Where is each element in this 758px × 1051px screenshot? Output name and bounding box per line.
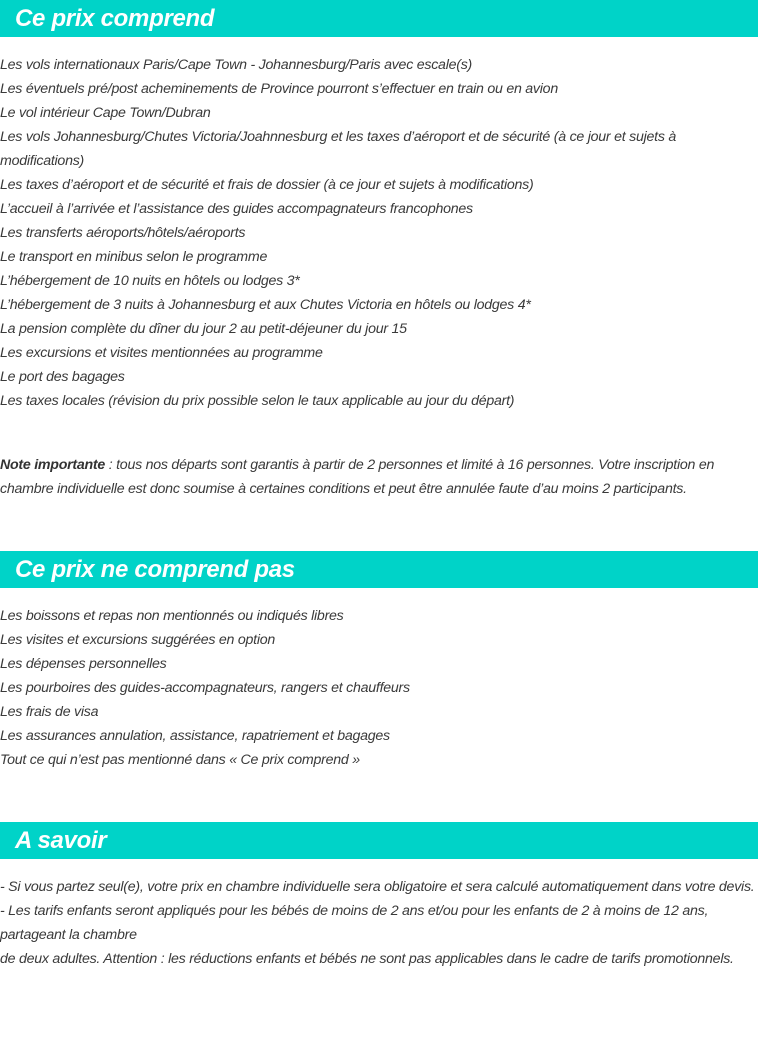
info-title: A savoir: [15, 827, 107, 854]
important-note: [0, 453, 755, 501]
list-item: Les taxes locales (révision du prix possible selon le taux applicable au jour du départ): [0, 393, 515, 409]
includes-section-header: [0, 0, 758, 37]
list-item: Les éventuels pré/post acheminements de Province pourront s’effectuer en train ou en avion: [0, 81, 558, 97]
note-text: : tous nos départs sont garantis à partir de 2 personnes et limité à 16 personnes. Votre inscription en chambre individuelle est donc soumise à certaines conditions et peut être annulée faute d’au moins 2 participants.: [0, 457, 715, 497]
list-item: de deux adultes. Attention : les réductions enfants et bébés ne sont pas applicables dans le cadre de tarifs promotionnels.: [0, 951, 734, 967]
list-item: L’accueil à l’arrivée et l’assistance des guides accompagnateurs francophones: [0, 201, 473, 217]
note-label: Note importante: [0, 457, 106, 473]
excludes-section-header: [0, 551, 758, 588]
list-item: Les boissons et repas non mentionnés ou indiqués libres: [0, 608, 344, 624]
list-item: Les vols internationaux Paris/Cape Town - Johannesburg/Paris avec escale(s): [0, 57, 473, 73]
list-item: Les excursions et visites mentionnées au programme: [0, 345, 323, 361]
list-item: Tout ce qui n’est pas mentionné dans « Ce prix comprend »: [0, 752, 360, 768]
list-item: Les vols Johannesburg/Chutes Victoria/Joahnnesburg et les taxes d’aéroport et de sécurité (à ce jour et sujets à modifications): [0, 129, 677, 169]
list-item: Le transport en minibus selon le programme: [0, 249, 268, 265]
list-item: Les visites et excursions suggérées en option: [0, 632, 276, 648]
list-item: Les pourboires des guides-accompagnateurs, rangers et chauffeurs: [0, 680, 410, 696]
excludes-list: [0, 604, 758, 772]
list-item: Les dépenses personnelles: [0, 656, 167, 672]
list-item: Le vol intérieur Cape Town/Dubran: [0, 105, 211, 121]
list-item: Les taxes d’aéroport et de sécurité et frais de dossier (à ce jour et sujets à modifications): [0, 177, 534, 193]
list-item: Les transferts aéroports/hôtels/aéroports: [0, 225, 246, 241]
includes-title: Ce prix comprend: [15, 5, 215, 32]
includes-list: [0, 53, 758, 413]
info-list: [0, 875, 758, 971]
excludes-title: Ce prix ne comprend pas: [15, 556, 295, 583]
list-item: - Si vous partez seul(e), votre prix en chambre individuelle sera obligatoire et sera calculé automatiquement dans votre devis.: [0, 879, 755, 895]
list-item: Le port des bagages: [0, 369, 125, 385]
list-item: - Les tarifs enfants seront appliqués pour les bébés de moins de 2 ans et/ou pour les enfants de 2 à moins de 12 ans, partageant la chambre: [0, 903, 709, 943]
list-item: L’hébergement de 10 nuits en hôtels ou lodges 3*: [0, 273, 300, 289]
info-section-header: [0, 822, 758, 859]
list-item: Les frais de visa: [0, 704, 99, 720]
list-item: L’hébergement de 3 nuits à Johannesburg et aux Chutes Victoria en hôtels ou lodges 4*: [0, 297, 531, 313]
list-item: La pension complète du dîner du jour 2 au petit-déjeuner du jour 15: [0, 321, 407, 337]
list-item: Les assurances annulation, assistance, rapatriement et bagages: [0, 728, 390, 744]
